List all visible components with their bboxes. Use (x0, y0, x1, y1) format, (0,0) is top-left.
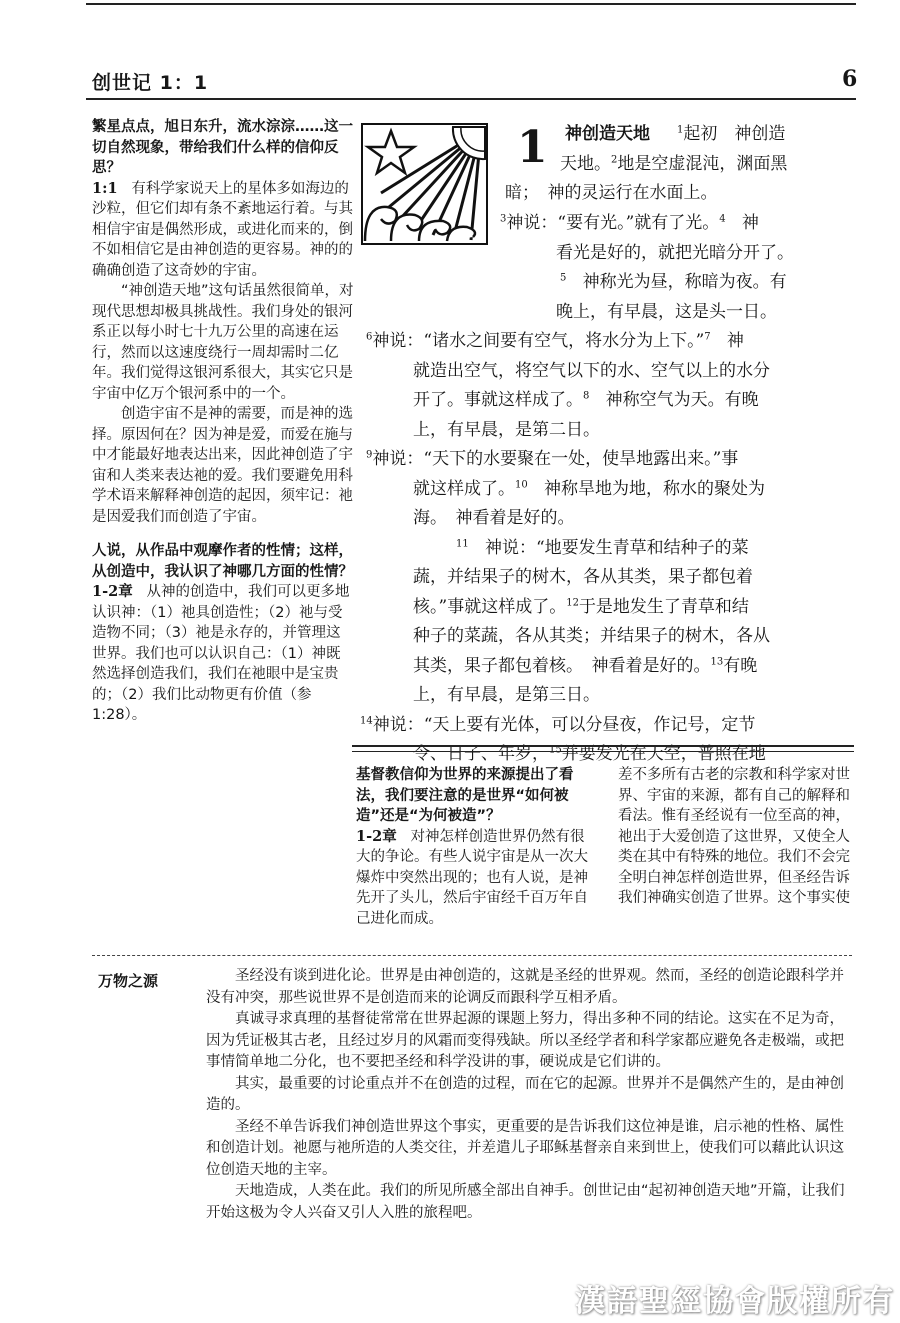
verse-line: 蔬，并结果子的树木，各从其类，果子都包着 (413, 567, 753, 587)
note-text: 对神怎样创造世界仍然有很大的争论。有些人说宇宙是从一次大爆炸中突然出现的；也有人说，是神先开了头儿，然后宇宙经千百万年自己进化而成。 (356, 828, 588, 927)
question-1: 繁星点点，旭日东升，流水淙淙……这一切自然现象，带给我们什么样的信仰反思？ (92, 119, 353, 176)
verse-line: 就造出空气，将空气以下的水、空气以上的水分 (413, 361, 770, 381)
note-1-1 (92, 179, 354, 282)
copyright-watermark: 漢語聖經協會版權所有 (575, 1284, 895, 1319)
question-3: 基督教信仰为世界的来源提出了看法，我们要注意的是世界“如何被造”还是“为何被造”？ (356, 767, 574, 824)
top-border (86, 3, 856, 5)
header-rule (86, 98, 856, 100)
verse-line: 神创造天地 $^1$起初 神创造 (565, 124, 786, 144)
verse-line: 暗； 神的灵运行在水面上。 (505, 183, 718, 203)
verse-line: 开了。事就这样成了。$^8$ 神称空气为天。有晚 (413, 390, 759, 410)
verse-line: 看光是好的，就把光暗分开了。 (556, 243, 794, 263)
verse-line: 其类，果子都包着核。 神看着是好的。$^{13}$有晚 (413, 656, 758, 676)
study-notes-column (92, 117, 354, 726)
verse-line: $^{14}$神说：“天上要有光体，可以分昼夜，作记号，定节 (360, 715, 756, 735)
essay-title: 万物之源 (98, 972, 159, 990)
dashed-divider (92, 955, 852, 956)
essay-paragraph: 天地造成，人类在此。我们的所见所感全部出自神手。创世记由“起初神创造天地”开篇，让我们开始这极为令人兴奋又引人入胜的旅程吧。 (206, 1183, 845, 1221)
note-1-2b (356, 827, 596, 930)
note-text: 从神的创造中，我们可以更多地认识神：（1）祂具创造性；（2）祂与受造物不同；（3）祂是永存的，并管理这世界。我们也可以认识自己：（1）神既然选择创造我们，我们在祂眼中是宝贵的；（2）我们比动物更有价值（参1:28）。 (92, 584, 350, 723)
chapter-number: 1 (517, 122, 548, 173)
note-1-2 (92, 582, 354, 726)
verse-line: 晚上，有早晨，这是头一日。 (556, 302, 777, 322)
note-paragraph: “神创造天地”这句话虽然很简单，对现代思想却极具挑战性。我们身处的银河系正以每小时七十九万公里的高速在运行，然而以这速度绕行一周却需时二亿年。我们觉得这银河系很大，其实它只是宇宙中亿万个银河系中的一个。 (92, 283, 354, 402)
essay-paragraph: 圣经不单告诉我们神创造世界这个事实，更重要的是告诉我们这位神是谁，启示祂的性格、属性和创造计划。祂愿与祂所造的人类交往，并差遣儿子耶稣基督亲自来到世上，使我们可以藉此认识这位创造天地的主宰。 (206, 1118, 844, 1178)
running-head: 创世记 1：1 (92, 72, 209, 94)
lower-notes-right: 差不多所有古老的宗教和科学家对世界、宇宙的来源，都有自己的解释和看法。惟有圣经说有一位至高的神，祂出于大爱创造了这世界，又使全人类在其中有特殊的地位。我们不会完全明白神怎样创造世界，但圣经告诉我们神确实创造了世界。这个事实使 (618, 767, 850, 906)
question-2: 人说，从作品中观摩作者的性情；这样，从创造中，我认识了神哪几方面的性情？ (92, 543, 353, 580)
lower-notes-left (356, 765, 596, 929)
note-paragraph: 创造宇宙不是神的需要，而是神的选择。原因何在？因为神是爱，而爱在施与中才能最好地表达出来，因此神创造了宇宙和人类来表达祂的爱。我们要避免用科学术语来解释神创造的起因，须牢记：祂是因爱我们而创造了宇宙。 (92, 406, 353, 525)
section-heading: 神创造天地 (565, 124, 650, 144)
verse-line: 上，有早晨，是第二日。 (413, 420, 600, 440)
verse-line: $^9$神说：“天下的水要聚在一处，使旱地露出来。”事 (366, 449, 739, 469)
essay-paragraph: 其实，最重要的讨论重点并不在创造的过程，而在它的起源。世界并不是偶然产生的，是由神创造的。 (206, 1075, 844, 1113)
verse-line: 种子的菜蔬，各从其类；并结果子的树木，各从 (413, 626, 770, 646)
verse-ref: 1-2章 (92, 583, 133, 600)
verse-line: 上，有早晨，是第三日。 (413, 685, 600, 705)
creation-illustration (361, 123, 488, 245)
essay-body (206, 966, 846, 1224)
essay-paragraph: 真诚寻求真理的基督徒常常在世界起源的课题上努力，得出多种不同的结论。这实在不足为奇，因为凭证极其古老，且经过岁月的风霜而变得残缺。所以圣经学者和科学家都应避免各走极端，或把事情简单地二分化，也不要把圣经和科学没讲的事，硬说成是它们讲的。 (206, 1011, 844, 1070)
verse-line: 海。 神看着是好的。 (413, 508, 575, 528)
verse-line: 核。”事就这样成了。$^{12}$于是地发生了青草和结 (413, 597, 749, 617)
essay-paragraph: 圣经没有谈到进化论。世界是由神创造的，这就是圣经的世界观。然而，圣经的创造论跟科学并没有冲突，那些说世界不是创造而来的论调反而跟科学互相矛盾。 (206, 968, 844, 1006)
verse-line: $^6$神说：“诸水之间要有空气，将水分为上下。”$^7$ 神 (366, 331, 744, 351)
verse-line: 就这样成了。$^{10}$ 神称旱地为地，称水的聚处为 (413, 479, 765, 499)
divider (352, 745, 854, 747)
verse-ref: 1:1 (92, 179, 118, 197)
note-text: 有科学家说天上的星体多如海边的沙粒，但它们却有条不紊地运行着。与其相信宇宙是偶然形成，或进化而来的，倒不如相信它是由神创造的更容易。神的的确确创造了这奇妙的宇宙。 (92, 180, 353, 279)
verse-line: $^{11}$ 神说：“地要发生青草和结种子的菜 (456, 538, 749, 558)
verse-line: $^3$神说：“要有光。”就有了光。$^4$ 神 (500, 213, 759, 233)
page-number: 6 (842, 66, 858, 92)
verse-line: 令、日子、年岁，$^{15}$并要发光在天空，普照在地 (413, 744, 766, 764)
verse-ref: 1-2章 (356, 827, 397, 845)
divider (352, 751, 854, 752)
verse-line: 天地。$^2$地是空虚混沌，渊面黑 (560, 154, 788, 174)
verse-line: $^5$ 神称光为昼，称暗为夜。有 (560, 272, 787, 292)
